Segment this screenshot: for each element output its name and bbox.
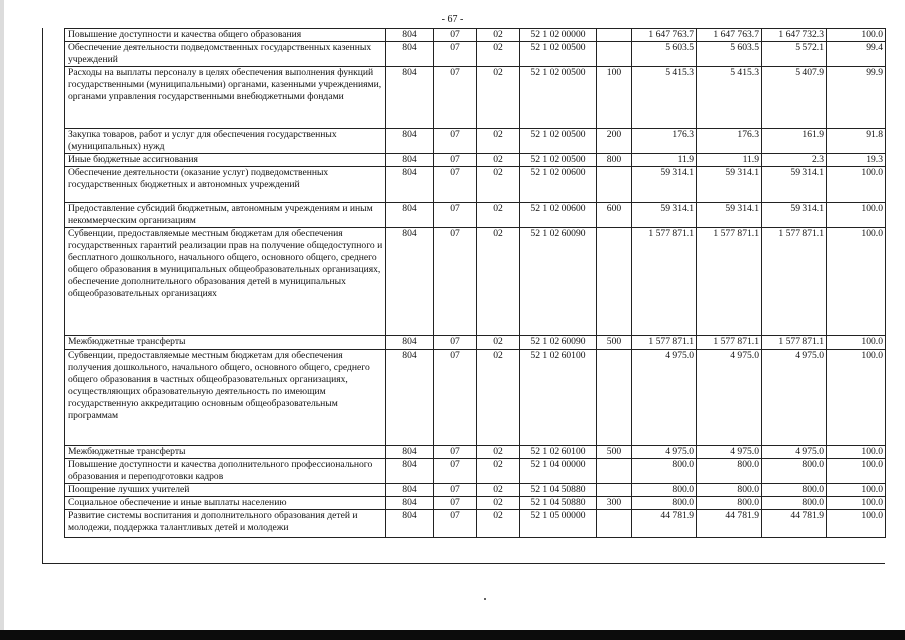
refined-amount: 1 577 871.1 xyxy=(697,228,762,336)
execution-percent: 99.4 xyxy=(827,42,886,67)
section-code: 07 xyxy=(434,459,477,484)
executed-amount: 800.0 xyxy=(762,459,827,484)
refined-amount: 4 975.0 xyxy=(697,446,762,459)
executed-amount: 161.9 xyxy=(762,129,827,154)
left-border-line xyxy=(42,28,43,563)
table-row xyxy=(65,228,886,336)
refined-amount: 176.3 xyxy=(697,129,762,154)
subsection-code: 02 xyxy=(477,29,520,42)
executed-amount: 800.0 xyxy=(762,497,827,510)
table-row xyxy=(65,484,886,497)
section-code: 07 xyxy=(434,497,477,510)
section-code: 07 xyxy=(434,42,477,67)
refined-amount: 4 975.0 xyxy=(697,350,762,446)
table-row xyxy=(65,446,886,459)
execution-percent: 100.0 xyxy=(827,203,886,228)
executed-amount: 1 577 871.1 xyxy=(762,336,827,350)
execution-percent: 19.3 xyxy=(827,154,886,167)
section-code: 07 xyxy=(434,29,477,42)
expense-type: 200 xyxy=(597,129,632,154)
scan-bottom-bar xyxy=(0,630,905,640)
section-code: 07 xyxy=(434,510,477,538)
executed-amount: 2.3 xyxy=(762,154,827,167)
table-row xyxy=(65,336,886,350)
section-code: 07 xyxy=(434,350,477,446)
approved-amount: 59 314.1 xyxy=(632,167,697,203)
section-code: 07 xyxy=(434,154,477,167)
expense-type xyxy=(597,484,632,497)
expense-type: 100 xyxy=(597,67,632,129)
executed-amount: 1 647 732.3 xyxy=(762,29,827,42)
row-name: Обеспечение деятельности (оказание услуг) подведомственных государственных бюджетных и автономных учреждений xyxy=(65,167,386,203)
expense-type xyxy=(597,350,632,446)
row-name: Социальное обеспечение и иные выплаты населению xyxy=(65,497,386,510)
executed-amount: 4 975.0 xyxy=(762,350,827,446)
ministry-code: 804 xyxy=(386,350,434,446)
table-row xyxy=(65,167,886,203)
execution-percent: 100.0 xyxy=(827,497,886,510)
subsection-code: 02 xyxy=(477,154,520,167)
subsection-code: 02 xyxy=(477,336,520,350)
refined-amount: 800.0 xyxy=(697,459,762,484)
table-row xyxy=(65,459,886,484)
target-article: 52 1 04 50880 xyxy=(520,497,597,510)
expense-type: 500 xyxy=(597,336,632,350)
approved-amount: 5 603.5 xyxy=(632,42,697,67)
subsection-code: 02 xyxy=(477,350,520,446)
approved-amount: 1 577 871.1 xyxy=(632,228,697,336)
bottom-border-line xyxy=(42,563,885,564)
table-row xyxy=(65,497,886,510)
table-row xyxy=(65,203,886,228)
target-article: 52 1 02 00500 xyxy=(520,154,597,167)
refined-amount: 5 415.3 xyxy=(697,67,762,129)
row-name: Поощрение лучших учителей xyxy=(65,484,386,497)
target-article: 52 1 02 60090 xyxy=(520,336,597,350)
execution-percent: 100.0 xyxy=(827,167,886,203)
approved-amount: 5 415.3 xyxy=(632,67,697,129)
ministry-code: 804 xyxy=(386,446,434,459)
expense-type xyxy=(597,510,632,538)
execution-percent: 100.0 xyxy=(827,29,886,42)
expense-type xyxy=(597,228,632,336)
subsection-code: 02 xyxy=(477,510,520,538)
target-article: 52 1 02 00600 xyxy=(520,203,597,228)
target-article: 52 1 02 60090 xyxy=(520,228,597,336)
row-name: Субвенции, предоставляемые местным бюджетам для обеспечения получения дошкольного, начального общего, основного общего, среднего общего образования в частных общеобразовательных организациях, осуществляющих образовательную деятельность по имеющим государственную аккредитацию основным общеобразовательным программам xyxy=(65,350,386,446)
section-code: 07 xyxy=(434,203,477,228)
execution-percent: 100.0 xyxy=(827,228,886,336)
refined-amount: 59 314.1 xyxy=(697,167,762,203)
table-row xyxy=(65,129,886,154)
expense-type xyxy=(597,459,632,484)
approved-amount: 4 975.0 xyxy=(632,350,697,446)
approved-amount: 800.0 xyxy=(632,459,697,484)
expense-type: 600 xyxy=(597,203,632,228)
section-code: 07 xyxy=(434,67,477,129)
refined-amount: 800.0 xyxy=(697,497,762,510)
subsection-code: 02 xyxy=(477,167,520,203)
executed-amount: 1 577 871.1 xyxy=(762,228,827,336)
target-article: 52 1 02 00000 xyxy=(520,29,597,42)
row-name: Повышение доступности и качества общего образования xyxy=(65,29,386,42)
approved-amount: 1 647 763.7 xyxy=(632,29,697,42)
executed-amount: 5 572.1 xyxy=(762,42,827,67)
approved-amount: 800.0 xyxy=(632,484,697,497)
approved-amount: 4 975.0 xyxy=(632,446,697,459)
expense-type xyxy=(597,167,632,203)
table-row xyxy=(65,29,886,42)
ministry-code: 804 xyxy=(386,336,434,350)
ministry-code: 804 xyxy=(386,29,434,42)
expense-type: 500 xyxy=(597,446,632,459)
scan-edge-shadow xyxy=(0,0,4,630)
budget-table xyxy=(64,28,886,538)
approved-amount: 1 577 871.1 xyxy=(632,336,697,350)
ministry-code: 804 xyxy=(386,228,434,336)
section-code: 07 xyxy=(434,446,477,459)
refined-amount: 44 781.9 xyxy=(697,510,762,538)
ministry-code: 804 xyxy=(386,459,434,484)
refined-amount: 1 577 871.1 xyxy=(697,336,762,350)
execution-percent: 100.0 xyxy=(827,336,886,350)
refined-amount: 1 647 763.7 xyxy=(697,29,762,42)
approved-amount: 59 314.1 xyxy=(632,203,697,228)
row-name: Предоставление субсидий бюджетным, автономным учреждениям и иным некоммерческим организациям xyxy=(65,203,386,228)
executed-amount: 5 407.9 xyxy=(762,67,827,129)
ministry-code: 804 xyxy=(386,510,434,538)
refined-amount: 800.0 xyxy=(697,484,762,497)
executed-amount: 59 314.1 xyxy=(762,167,827,203)
target-article: 52 1 02 60100 xyxy=(520,446,597,459)
subsection-code: 02 xyxy=(477,203,520,228)
table-row xyxy=(65,510,886,538)
execution-percent: 100.0 xyxy=(827,510,886,538)
row-name: Иные бюджетные ассигнования xyxy=(65,154,386,167)
subsection-code: 02 xyxy=(477,129,520,154)
table-row xyxy=(65,42,886,67)
approved-amount: 176.3 xyxy=(632,129,697,154)
subsection-code: 02 xyxy=(477,228,520,336)
target-article: 52 1 04 00000 xyxy=(520,459,597,484)
refined-amount: 59 314.1 xyxy=(697,203,762,228)
execution-percent: 100.0 xyxy=(827,459,886,484)
row-name: Закупка товаров, работ и услуг для обеспечения государственных (муниципальных) нужд xyxy=(65,129,386,154)
section-code: 07 xyxy=(434,167,477,203)
target-article: 52 1 02 00500 xyxy=(520,129,597,154)
ministry-code: 804 xyxy=(386,497,434,510)
section-code: 07 xyxy=(434,228,477,336)
approved-amount: 44 781.9 xyxy=(632,510,697,538)
budget-table-body xyxy=(65,29,886,538)
expense-type xyxy=(597,29,632,42)
subsection-code: 02 xyxy=(477,484,520,497)
execution-percent: 91.8 xyxy=(827,129,886,154)
executed-amount: 800.0 xyxy=(762,484,827,497)
expense-type: 300 xyxy=(597,497,632,510)
subsection-code: 02 xyxy=(477,497,520,510)
executed-amount: 4 975.0 xyxy=(762,446,827,459)
ministry-code: 804 xyxy=(386,203,434,228)
executed-amount: 59 314.1 xyxy=(762,203,827,228)
target-article: 52 1 02 00500 xyxy=(520,42,597,67)
target-article: 52 1 02 60100 xyxy=(520,350,597,446)
approved-amount: 11.9 xyxy=(632,154,697,167)
execution-percent: 99.9 xyxy=(827,67,886,129)
row-name: Обеспечение деятельности подведомственных государственных казенных учреждений xyxy=(65,42,386,67)
ministry-code: 804 xyxy=(386,129,434,154)
subsection-code: 02 xyxy=(477,42,520,67)
ministry-code: 804 xyxy=(386,484,434,497)
subsection-code: 02 xyxy=(477,459,520,484)
table-row xyxy=(65,154,886,167)
target-article: 52 1 05 00000 xyxy=(520,510,597,538)
row-name: Субвенции, предоставляемые местным бюджетам для обеспечения государственных гарантий реализации прав на получение общедоступного и бесплатного дошкольного, начального общего, основного общего, среднего общего образования в муниципальных общеобразовательных организациях, обеспечение дополнительного образования детей в муниципальных общеобразовательных организациях xyxy=(65,228,386,336)
table-row xyxy=(65,67,886,129)
ministry-code: 804 xyxy=(386,42,434,67)
execution-percent: 100.0 xyxy=(827,446,886,459)
expense-type xyxy=(597,42,632,67)
subsection-code: 02 xyxy=(477,67,520,129)
table-row xyxy=(65,350,886,446)
row-name: Межбюджетные трансферты xyxy=(65,446,386,459)
executed-amount: 44 781.9 xyxy=(762,510,827,538)
section-code: 07 xyxy=(434,336,477,350)
execution-percent: 100.0 xyxy=(827,350,886,446)
ministry-code: 804 xyxy=(386,67,434,129)
section-code: 07 xyxy=(434,129,477,154)
subsection-code: 02 xyxy=(477,446,520,459)
scan-speck xyxy=(484,598,486,600)
page-number: - 67 - xyxy=(441,14,464,25)
refined-amount: 5 603.5 xyxy=(697,42,762,67)
row-name: Развитие системы воспитания и дополнительного образования детей и молодежи, поддержка талантливых детей и молодежи xyxy=(65,510,386,538)
execution-percent: 100.0 xyxy=(827,484,886,497)
target-article: 52 1 04 50880 xyxy=(520,484,597,497)
ministry-code: 804 xyxy=(386,154,434,167)
target-article: 52 1 02 00600 xyxy=(520,167,597,203)
section-code: 07 xyxy=(434,484,477,497)
row-name: Расходы на выплаты персоналу в целях обеспечения выполнения функций государственными (муниципальными) органами, казенными учреждениями, органами управления государственными внебюджетными фондами xyxy=(65,67,386,129)
approved-amount: 800.0 xyxy=(632,497,697,510)
expense-type: 800 xyxy=(597,154,632,167)
target-article: 52 1 02 00500 xyxy=(520,67,597,129)
row-name: Межбюджетные трансферты xyxy=(65,336,386,350)
ministry-code: 804 xyxy=(386,167,434,203)
refined-amount: 11.9 xyxy=(697,154,762,167)
row-name: Повышение доступности и качества дополнительного профессионального образования и переподготовки кадров xyxy=(65,459,386,484)
